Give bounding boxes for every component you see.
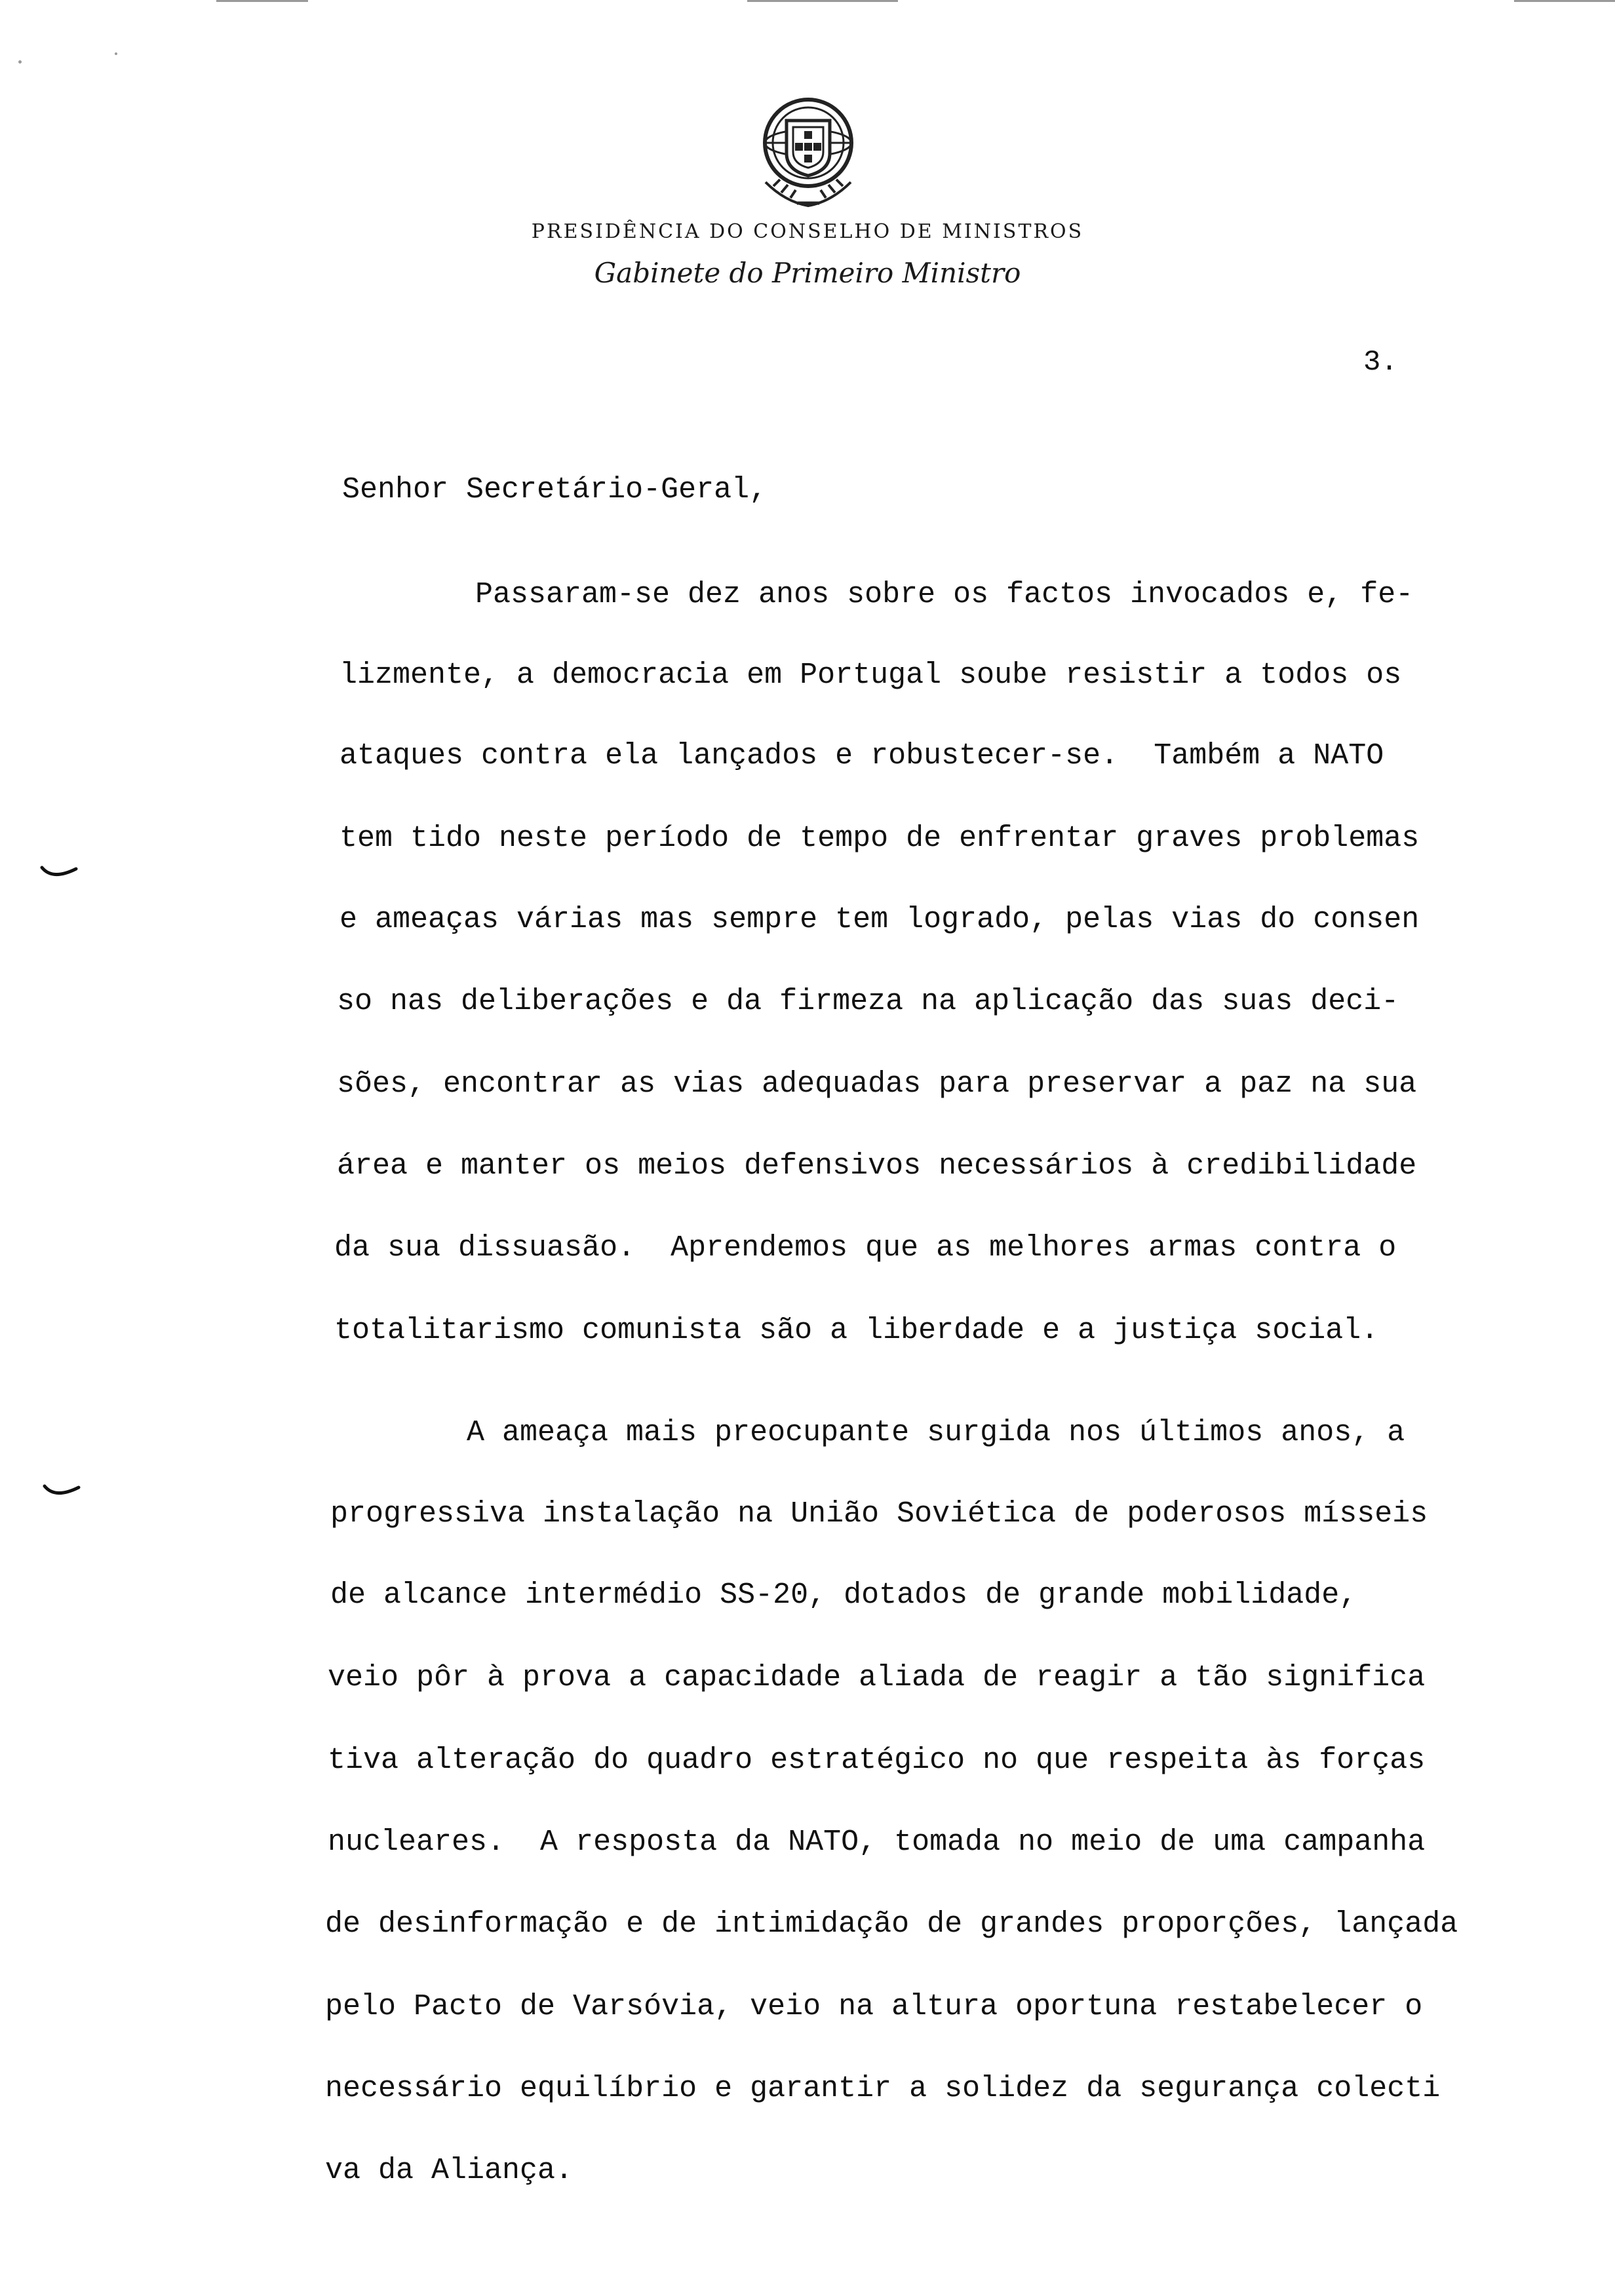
paragraph-1-line: área e manter os meios defensivos necessários à credibilidade: [337, 1149, 1417, 1183]
cabinet-name: Gabinete do Primeiro Ministro: [594, 257, 1021, 289]
paragraph-2-line: progressiva instalação na União Soviética de poderosos mísseis: [330, 1497, 1428, 1531]
paragraph-2-line: nucleares. A resposta da NATO, tomada no meio de uma campanha: [328, 1826, 1426, 1859]
paragraph-2-line: tiva alteração do quadro estratégico no que respeita às forças: [328, 1744, 1426, 1777]
margin-tick-mark: [42, 1482, 81, 1502]
coat-of-arms-emblem: [739, 90, 877, 215]
scan-artifact-top-center: [747, 0, 898, 2]
paragraph-2-line: va da Aliança.: [325, 2154, 574, 2187]
paragraph-1-line: Passaram-se dez anos sobre os factos invocados e, fe-: [475, 578, 1414, 611]
office-name: PRESIDÊNCIA DO CONSELHO DE MINISTROS: [531, 220, 1084, 243]
margin-tick-mark: [39, 864, 79, 883]
paragraph-1-line: e ameaças várias mas sempre tem logrado, pelas vias do consen: [340, 903, 1420, 936]
paragraph-2-line: de alcance intermédio SS-20, dotados de grande mobilidade,: [330, 1578, 1357, 1612]
scan-artifact-top-left: [216, 0, 308, 2]
scan-dot-left-2: [115, 52, 117, 55]
paragraph-1-line: da sua dissuasão. Aprendemos que as melhores armas contra o: [334, 1231, 1397, 1265]
paragraph-2-line: pelo Pacto de Varsóvia, veio na altura oportuna restabelecer o: [325, 1990, 1423, 2023]
salutation: Senhor Secretário-Geral,: [342, 473, 768, 507]
paragraph-1-line: so nas deliberações e da firmeza na aplicação das suas deci-: [337, 985, 1399, 1018]
scan-dot-left: [18, 60, 22, 64]
paragraph-2-line: A ameaça mais preocupante surgida nos últimos anos, a: [467, 1416, 1405, 1449]
paragraph-1-line: tem tido neste período de tempo de enfrentar graves problemas: [340, 822, 1420, 855]
paragraph-2-line: necessário equilíbrio e garantir a solidez da segurança colecti: [325, 2072, 1441, 2105]
paragraph-1-line: sões, encontrar as vias adequadas para preservar a paz na sua: [337, 1067, 1417, 1101]
paragraph-1-line: lizmente, a democracia em Portugal soube resistir a todos os: [340, 659, 1402, 692]
scan-artifact-top-right: [1514, 0, 1615, 2]
page-number: 3.: [1363, 346, 1398, 379]
paragraph-1-line: totalitarismo comunista são a liberdade e a justiça social.: [334, 1314, 1379, 1347]
paragraph-1-line: ataques contra ela lançados e robustecer-se. Também a NATO: [340, 739, 1384, 773]
paragraph-2-line: de desinformação e de intimidação de grandes proporções, lançada: [325, 1907, 1458, 1941]
paragraph-2-line: veio pôr à prova a capacidade aliada de reagir a tão significa: [328, 1661, 1426, 1694]
